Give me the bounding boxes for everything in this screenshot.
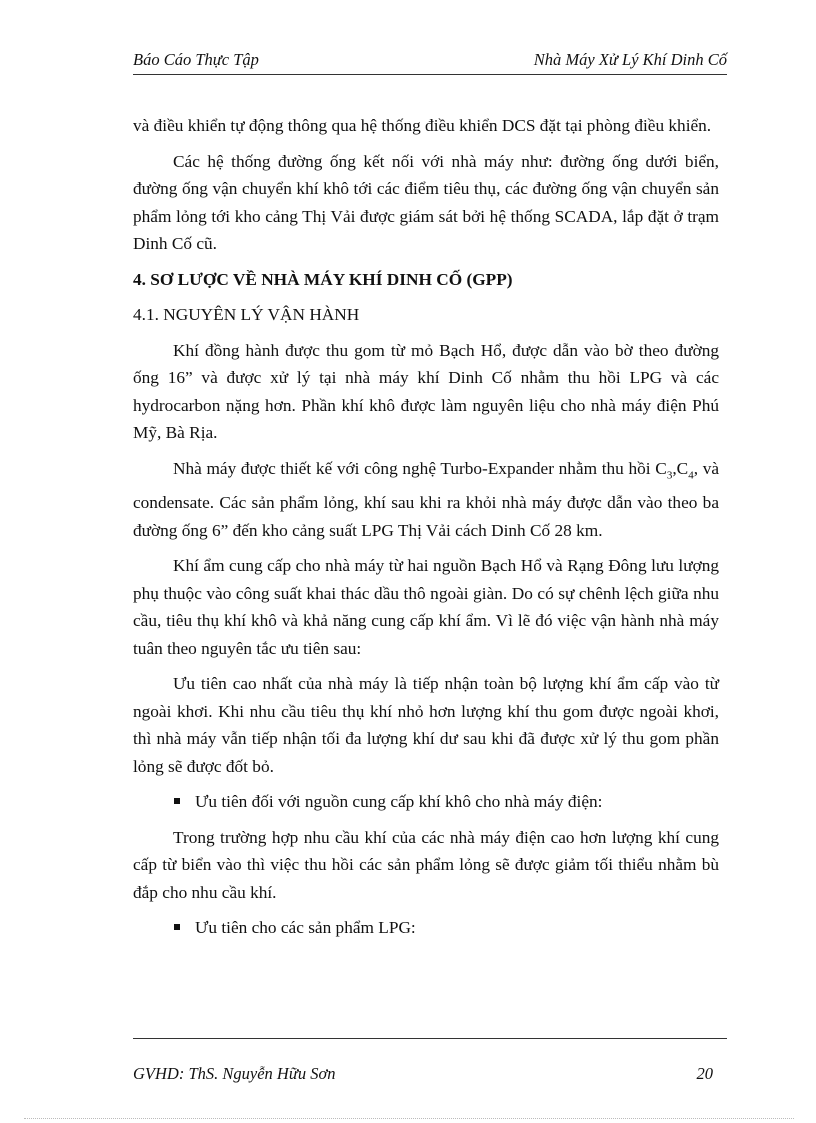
square-bullet-icon [174, 924, 180, 930]
document-body [133, 112, 719, 950]
footer-supervisor: GVHD: ThS. Nguyễn Hữu Sơn [133, 1064, 336, 1083]
paragraph-wet-gas-supply: Khí ẩm cung cấp cho nhà máy từ hai nguồn Bạch Hổ và Rạng Đông lưu lượng phụ thuộc vào công suất khai thác dầu thô ngoài giàn. Do có sự chênh lệch giữa nhu cầu, tiêu thụ khí khô và khả năng cung cấp khí ẩm. Vì lẽ đó việc vận hành nhà máy tuân theo nguyên tắc ưu tiên sau: [133, 556, 719, 658]
paragraph-power-plant-demand: Trong trường hợp nhu cầu khí của các nhà máy điện cao hơn lượng khí cung cấp từ biển vào thì việc thu hồi các sản phẩm lỏng sẽ được giảm tối thiểu nhằm bù đắp cho nhu cầu khí. [133, 827, 719, 902]
page-footer [133, 1064, 713, 1086]
paragraph-dcs: và điều khiển tự động thông qua hệ thống điều khiển DCS đặt tại phòng điều khiển. [133, 116, 712, 135]
paragraph-highest-priority: Ưu tiên cao nhất của nhà máy là tiếp nhận toàn bộ lượng khí ẩm cấp vào từ ngoài khơi. Khi nhu cầu tiêu thụ khí nhỏ hơn lượng khí thu gom được ngoài khơi, thì nhà máy vẫn tiếp nhận tối đa lượng khí dư sau khi đã được xử lý thu gom phần lỏng sẽ được đốt bỏ. [133, 674, 719, 776]
subsection-heading-4-1: 4.1. NGUYÊN LÝ VẬN HÀNH [133, 305, 360, 324]
paragraph-associated-gas: Khí đồng hành được thu gom từ mỏ Bạch Hổ, được dẫn vào bờ theo đường ống 16” và được xử lý tại nhà máy khí Dinh Cố nhằm thu hồi LPG và các hydrocarbon nặng hơn. Phần khí khô được làm nguyên liệu cho nhà máy điện Phú Mỹ, Bà Rịa. [133, 340, 719, 442]
footer-divider [133, 1038, 727, 1039]
bullet-item-dry-gas [133, 788, 719, 816]
page-bottom-border [24, 1118, 794, 1119]
text-run: , và condensate. Các sản phẩm lỏng, khí sau khi ra khỏi nhà máy được dẫn vào theo ba đường ống 6” đến kho cảng suất LPG Thị Vải cách Dinh Cố 28 km. [133, 458, 720, 540]
paragraph-pipelines: Các hệ thống đường ống kết nối với nhà máy như: đường ống dưới biển, đường ống vận chuyển khí khô tới các điểm tiêu thụ, các đường ống vận chuyển sản phẩm lỏng tới kho cảng Thị Vải được giám sát bởi hệ thống SCADA, lắp đặt ở trạm Dinh Cố cũ. [133, 151, 719, 253]
paragraph-turbo-expander [133, 455, 719, 545]
page-header [133, 50, 727, 72]
bullet-item-lpg [133, 914, 719, 942]
square-bullet-icon [174, 798, 180, 804]
header-divider [133, 74, 727, 75]
text-run: ,C [672, 458, 689, 478]
subscript-3: 3 [666, 468, 673, 481]
header-report-title: Báo Cáo Thực Tập [133, 50, 259, 69]
page-number: 20 [696, 1064, 713, 1083]
subscript-4: 4 [688, 468, 694, 481]
text-run: Nhà máy được thiết kế với công nghệ Turbo-Expander nhằm thu hồi C [173, 458, 667, 478]
bullet-text: Ưu tiên cho các sản phẩm LPG: [195, 918, 416, 938]
header-plant-title: Nhà Máy Xử Lý Khí Dinh Cố [533, 50, 727, 69]
section-heading-4: 4. SƠ LƯỢC VỀ NHÀ MÁY KHÍ DINH CỐ (GPP) [133, 269, 513, 289]
bullet-text: Ưu tiên đối với nguồn cung cấp khí khô cho nhà máy điện: [195, 792, 603, 812]
